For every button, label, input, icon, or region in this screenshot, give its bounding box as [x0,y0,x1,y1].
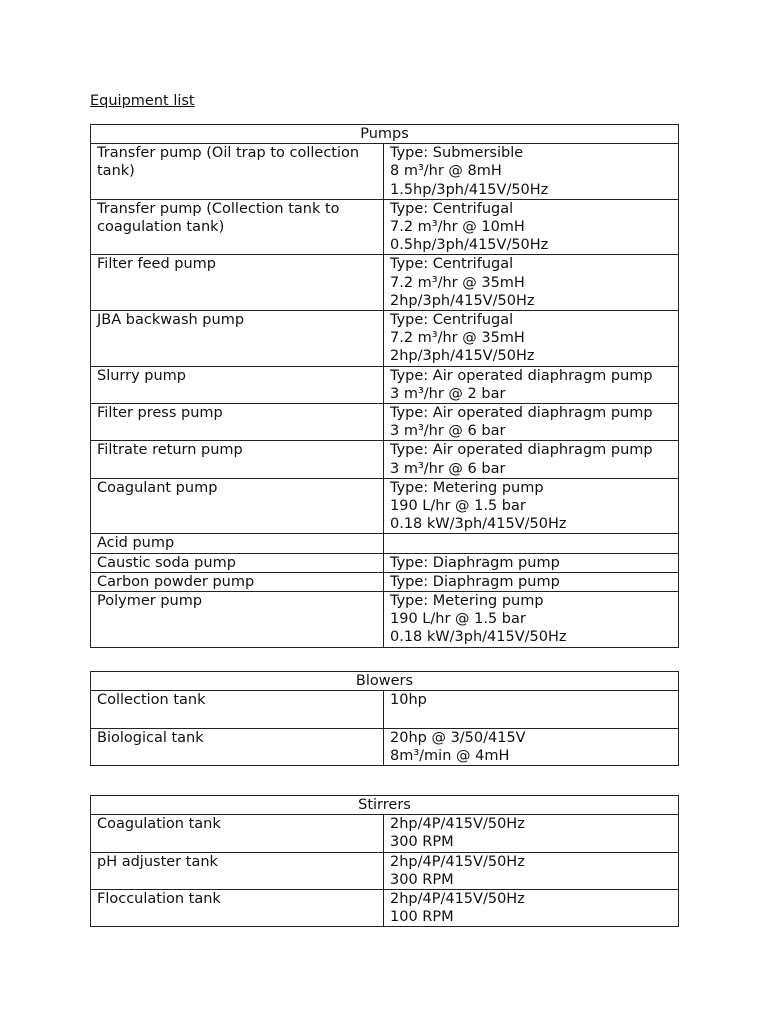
equipment-name: Filtrate return pump [91,441,384,478]
spec-line: Type: Submersible [390,145,524,162]
spec-line: 300 RPM [390,871,454,888]
spec-line: 190 L/hr @ 1.5 bar [390,498,526,515]
equipment-specs [384,592,679,648]
spec-line: 8 m³/hr @ 8mH [390,163,502,180]
equipment-name: Caustic soda pump [91,553,384,572]
equipment-specs [384,691,679,728]
table-row [91,478,679,534]
table-row [91,852,679,889]
equipment-specs [384,852,679,889]
equipment-name: Slurry pump [91,366,384,403]
table-row [91,311,679,367]
stirrers-table [90,795,679,927]
spec-line: 3 m³/hr @ 6 bar [390,423,506,440]
spec-line: Type: Air operated diaphragm pump [390,442,653,459]
section-header-pumps: Pumps [91,125,679,144]
pumps-table [90,124,679,648]
equipment-name: Flocculation tank [91,890,384,927]
equipment-specs [384,890,679,927]
table-row [91,592,679,648]
equipment-specs [384,255,679,311]
spec-line: 3 m³/hr @ 6 bar [390,460,506,477]
equipment-name: Collection tank [91,691,384,728]
equipment-name: Filter press pump [91,404,384,441]
equipment-name: Filter feed pump [91,255,384,311]
equipment-name: Coagulation tank [91,815,384,852]
spec-line [390,709,672,727]
table-row [91,572,679,591]
spec-line: 1.5hp/3ph/415V/50Hz [390,181,549,198]
equipment-name: Transfer pump (Oil trap to collection tank) [91,144,384,200]
spec-line: 2hp/4P/415V/50Hz [390,853,525,870]
spec-line: Type: Metering pump [390,593,544,610]
table-row [91,404,679,441]
table-row [91,815,679,852]
spec-line: Type: Centrifugal [390,256,514,273]
table-row [91,199,679,255]
spec-line: Type: Diaphragm pump [390,573,560,590]
equipment-specs [384,366,679,403]
spec-line: 0.18 kW/3ph/415V/50Hz [390,516,567,533]
equipment-specs [384,572,679,591]
spec-line: 20hp @ 3/50/415V [390,729,526,746]
equipment-name: pH adjuster tank [91,852,384,889]
section-header-stirrers: Stirrers [91,796,679,815]
spec-line: 7.2 m³/hr @ 35mH [390,330,525,347]
spec-line: 2hp/4P/415V/50Hz [390,891,525,908]
table-row [91,553,679,572]
spec-line: 2hp/4P/415V/50Hz [390,816,525,833]
table-header-row [91,672,679,691]
spec-line [390,534,672,552]
spec-line: 300 RPM [390,834,454,851]
blowers-table [90,671,679,766]
spec-line: 10hp [390,692,427,709]
table-row [91,890,679,927]
table-row [91,728,679,765]
spec-line: 3 m³/hr @ 2 bar [390,385,506,402]
page-title: Equipment list [90,93,195,109]
spec-line: 0.18 kW/3ph/415V/50Hz [390,629,567,646]
table-row [91,255,679,311]
spec-line: Type: Air operated diaphragm pump [390,367,653,384]
spec-line: 2hp/3ph/415V/50Hz [390,292,535,309]
equipment-name: Polymer pump [91,592,384,648]
equipment-specs [384,728,679,765]
table-row [91,144,679,200]
table-row [91,691,679,728]
table-header-row [91,125,679,144]
equipment-specs [384,199,679,255]
section-header-blowers: Blowers [91,672,679,691]
equipment-name: Carbon powder pump [91,572,384,591]
equipment-name: Acid pump [91,534,384,553]
equipment-name: Coagulant pump [91,478,384,534]
spec-line: 8m³/min @ 4mH [390,747,510,764]
equipment-specs [384,144,679,200]
spec-line: 190 L/hr @ 1.5 bar [390,611,526,628]
spec-line: Type: Diaphragm pump [390,554,560,571]
spec-line: 0.5hp/3ph/415V/50Hz [390,237,549,254]
equipment-specs [384,404,679,441]
equipment-specs [384,478,679,534]
spec-line: Type: Metering pump [390,479,544,496]
spec-line: 100 RPM [390,909,454,926]
table-row [91,534,679,553]
spec-line: 7.2 m³/hr @ 10mH [390,219,525,236]
spec-line: 2hp/3ph/415V/50Hz [390,348,535,365]
spec-line: 7.2 m³/hr @ 35mH [390,274,525,291]
equipment-specs [384,311,679,367]
equipment-name: Transfer pump (Collection tank to coagulation tank) [91,199,384,255]
equipment-name: JBA backwash pump [91,311,384,367]
spec-line: Type: Centrifugal [390,200,514,217]
table-row [91,441,679,478]
equipment-name: Biological tank [91,728,384,765]
equipment-specs [384,815,679,852]
table-row [91,366,679,403]
equipment-specs [384,441,679,478]
equipment-specs [384,534,679,553]
spec-line: Type: Centrifugal [390,312,514,329]
table-header-row [91,796,679,815]
spec-line: Type: Air operated diaphragm pump [390,405,653,422]
equipment-specs [384,553,679,572]
